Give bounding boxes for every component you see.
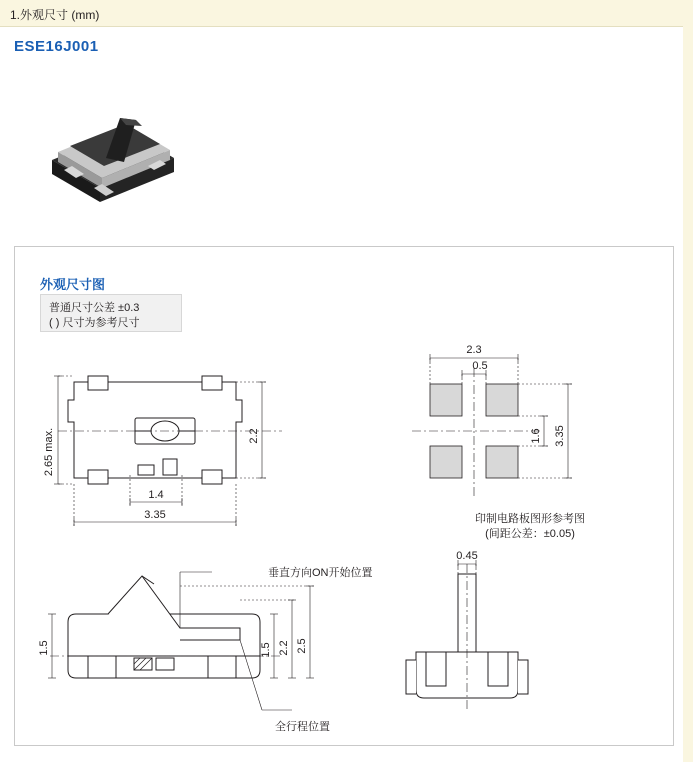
product-photo xyxy=(44,92,204,210)
section-title: 1.外观尺寸 (mm) xyxy=(10,8,100,22)
side-view-dim-inner: 1.5 xyxy=(260,642,272,658)
tolerance-line-2: ( ) 尺寸为参考尺寸 xyxy=(49,317,140,329)
pcb-dim-right-inner: 1.6 xyxy=(530,428,542,444)
top-view-drawing xyxy=(30,360,300,560)
side-view-note-full-stroke: 全行程位置 xyxy=(275,721,330,733)
side-view-dim-left: 1.5 xyxy=(38,640,50,656)
pcb-caption-line-2: (间距公差：±0.05) xyxy=(485,528,575,540)
pcb-dim-top: 2.3 xyxy=(466,344,482,356)
side-view-dim-mid: 2.2 xyxy=(278,640,290,656)
top-view-dim-left: 2.65 max. xyxy=(43,427,55,477)
pcb-dim-top-inner: 0.5 xyxy=(472,360,488,372)
tolerance-note-box xyxy=(40,294,182,332)
top-view-dim-right: 2.2 xyxy=(248,428,260,444)
top-view-dim-bottom: 3.35 xyxy=(144,509,166,521)
pcb-pattern-drawing xyxy=(400,336,650,516)
pcb-caption-line-1: 印制电路板图形参考图 xyxy=(475,513,585,525)
part-number: ESE16J001 xyxy=(14,38,99,55)
pcb-dim-right: 3.35 xyxy=(554,425,566,447)
side-view-drawing xyxy=(30,560,360,740)
panel-title: 外观尺寸图 xyxy=(40,277,106,292)
pcb-caption xyxy=(415,512,645,542)
tolerance-line-1: 普通尺寸公差 ±0.3 xyxy=(49,302,140,314)
side-view-note-on: 垂直方向ON开始位置 xyxy=(268,567,373,579)
page-header-strip xyxy=(0,0,693,27)
side-view-dim-right: 2.5 xyxy=(296,638,308,654)
top-view-dim-inner-bottom: 1.4 xyxy=(148,489,164,501)
page-right-edge xyxy=(683,0,693,762)
front-view-dim-top: 0.45 xyxy=(456,550,478,562)
front-view-drawing xyxy=(400,548,630,728)
